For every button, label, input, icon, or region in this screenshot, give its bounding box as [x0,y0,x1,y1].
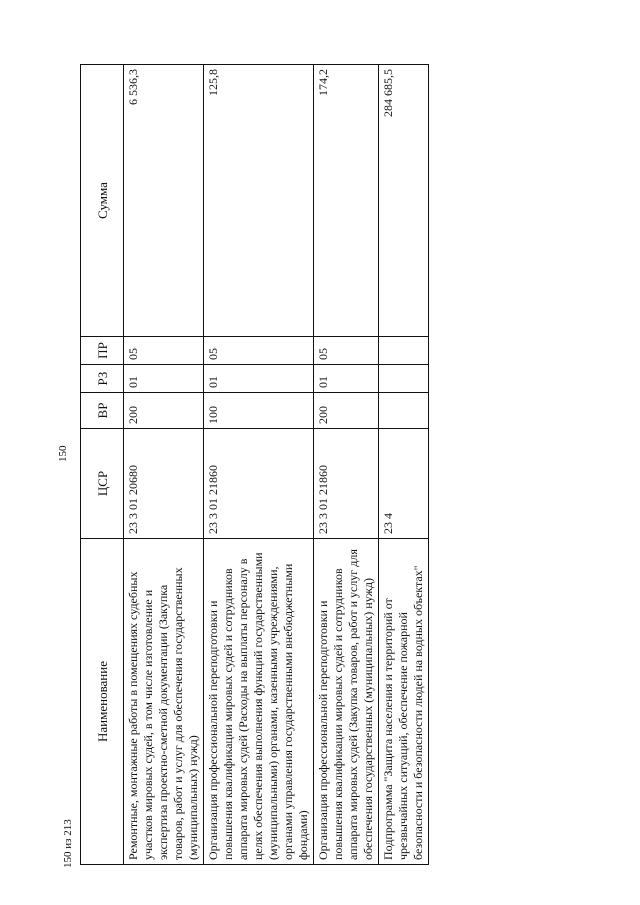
table-header-row [81,65,124,865]
row-pr: 05 [314,337,379,365]
header-vr: ВР [81,393,124,429]
row-vr [379,393,429,429]
row-name: Ремонтные, монтажные работы в помещениях судебных участков мировых судей, в том числе изготовление и экспертиза проектно-сметной документации (Закупка товаров, работ и услуг для обеспечения государственных (муниципальных) нужд) [124,539,204,865]
row-pr [379,337,429,365]
row-sum: 174,2 [314,65,379,337]
table-row [314,65,379,865]
table-row [124,65,204,865]
header-name: Наименование [81,539,124,865]
header-rz: РЗ [81,365,124,393]
row-vr: 200 [314,393,379,429]
row-name: Организация профессиональной переподготовки и повышения квалификации мировых судей и сотрудников аппарата мировых судей (Расходы на выплаты персоналу в целях обеспечения выполнения функций государственными (муниципальными) органами, казенными учреждениями, органами управления государственными внебюджетными фондами) [204,539,314,865]
row-rz: 01 [204,365,314,393]
row-rz: 01 [314,365,379,393]
header-sum: Сумма [81,65,124,337]
page-number: 150 [57,445,69,462]
row-csr: 23 4 [379,429,429,539]
row-csr: 23 3 01 21860 [314,429,379,539]
row-sum: 284 685,5 [379,65,429,337]
page-footer: 150 из 213 [62,819,74,868]
row-sum: 125,8 [204,65,314,337]
row-name: Подпрограмма "Защита населения и территорий от чрезвычайных ситуаций, обеспечение пожарной безопасности и безопасности людей на водных объектах" [379,539,429,865]
row-pr: 05 [204,337,314,365]
table-row [204,65,314,865]
budget-table [80,64,429,865]
row-vr: 200 [124,393,204,429]
row-pr: 05 [124,337,204,365]
row-name: Организация профессиональной переподготовки и повышения квалификации мировых судей и сотрудников аппарата мировых судей (Закупка товаров, работ и услуг для обеспечения государственных (муниципальных) нужд) [314,539,379,865]
budget-table-container [80,65,425,865]
row-rz: 01 [124,365,204,393]
header-csr: ЦСР [81,429,124,539]
table-row [379,65,429,865]
header-pr: ПР [81,337,124,365]
row-csr: 23 3 01 21860 [204,429,314,539]
row-rz [379,365,429,393]
row-vr: 100 [204,393,314,429]
row-csr: 23 3 01 20680 [124,429,204,539]
row-sum: 6 536,3 [124,65,204,337]
